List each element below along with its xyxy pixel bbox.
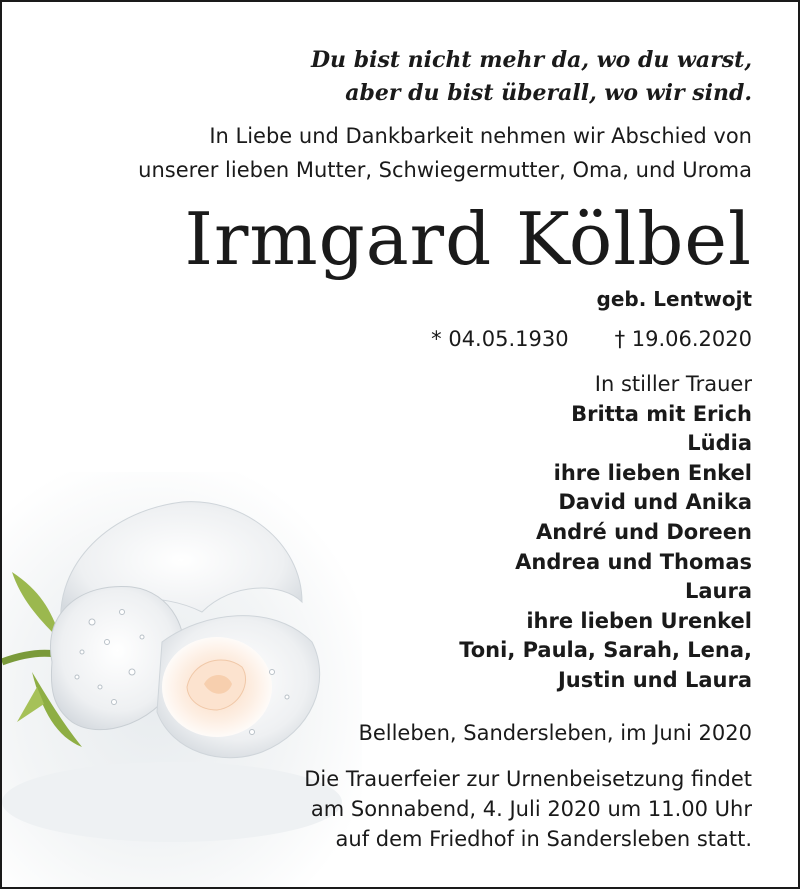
funeral-info [304, 764, 752, 854]
list-item: Lüdia [687, 431, 752, 456]
list-item: Britta mit Erich [571, 401, 752, 426]
intro-line-2: unserer lieben Mutter, Schwiegermutter, Oma, und Uroma [138, 158, 752, 182]
list-item: Justin und Laura [557, 667, 752, 692]
life-dates [431, 324, 752, 354]
funeral-line-1: Die Trauerfeier zur Urnenbeisetzung findet [304, 767, 752, 791]
intro-text [138, 119, 752, 187]
birth-date: * 04.05.1930 [431, 327, 569, 351]
mourners-list [459, 370, 752, 696]
death-date: † 19.06.2020 [614, 327, 752, 351]
funeral-line-2: am Sonnabend, 4. Juli 2020 um 11.00 Uhr [310, 797, 752, 821]
list-item: Laura [684, 579, 752, 604]
list-item: David und Anika [558, 490, 752, 515]
list-item: Toni, Paula, Sarah, Lena, [459, 638, 752, 663]
quote-line-2: aber du bist überall, wo wir sind. [345, 80, 752, 106]
list-item: André und Doreen [535, 519, 752, 544]
place-and-date: Belleben, Sandersleben, im Juni 2020 [358, 721, 752, 745]
list-item: ihre lieben Enkel [553, 460, 752, 485]
quote-line-1: Du bist nicht mehr da, wo du warst, [310, 47, 752, 73]
birth-name: geb. Lentwojt [596, 287, 752, 311]
deceased-name: Irmgard Kölbel [184, 197, 752, 281]
list-item: ihre lieben Urenkel [526, 608, 752, 633]
mourners-header: In stiller Trauer [594, 372, 752, 396]
intro-line-1: In Liebe und Dankbarkeit nehmen wir Abschied von [209, 124, 752, 148]
list-item: Andrea und Thomas [515, 549, 752, 574]
funeral-line-3: auf dem Friedhof in Sandersleben statt. [335, 827, 752, 851]
memorial-quote [311, 44, 752, 110]
